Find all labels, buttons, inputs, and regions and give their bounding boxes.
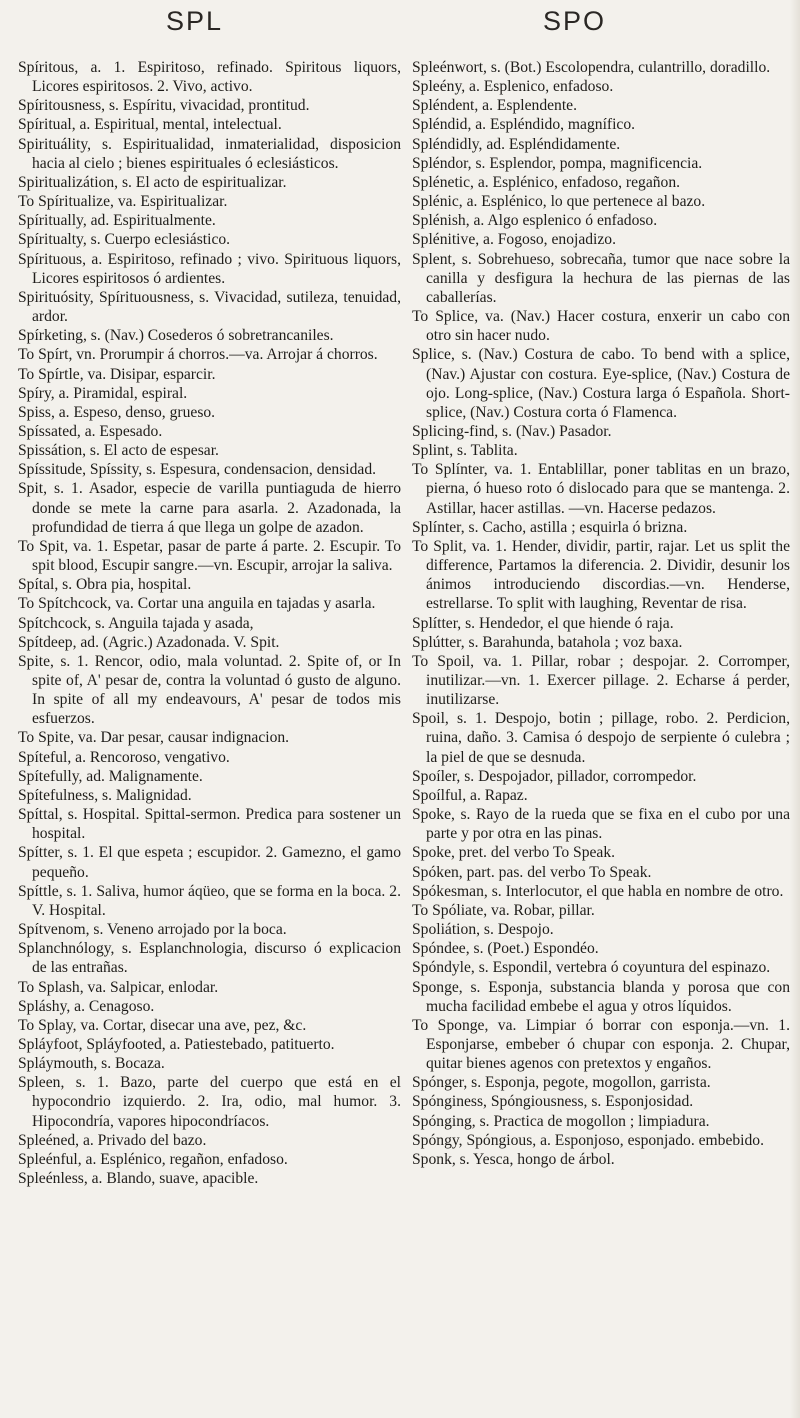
dictionary-entry: Spíritousness, s. Espíritu, vivacidad, prontitud. bbox=[18, 97, 310, 115]
dictionary-entry: Spíritual, a. Espiritual, mental, intelectual. bbox=[18, 116, 282, 134]
dictionary-entry: To Spit, va. 1. Espetar, pasar de parte á parte. 2. Escupir. To spit blood, Escupir sangre.—vn. Escupir, arrojar la saliva. bbox=[18, 537, 401, 575]
dictionary-entry: Spítefully, ad. Malignamente. bbox=[18, 767, 203, 785]
dictionary-entry: Spissátion, s. El acto de espesar. bbox=[18, 442, 219, 460]
dictionary-entry: Spóken, part. pas. del verbo To Speak. bbox=[412, 863, 652, 881]
dictionary-entry: Spoílful, a. Rapaz. bbox=[412, 786, 528, 804]
dictionary-entry: Spláyfoot, Spláyfooted, a. Patiestebado, patituerto. bbox=[18, 1035, 335, 1053]
dictionary-entry: Spíry, a. Piramidal, espiral. bbox=[18, 384, 188, 402]
dictionary-entry: Splénetic, a. Esplénico, enfadoso, regañon. bbox=[412, 173, 681, 191]
dictionary-entry: Spirituósity, Spírituousness, s. Vivacidad, sutileza, tenuidad, ardor. bbox=[18, 288, 401, 326]
dictionary-entry: Spóndyle, s. Espondil, vertebra ó coyuntura del espinazo. bbox=[412, 959, 771, 977]
dictionary-entry: Spleénful, a. Esplénico, regañon, enfadoso. bbox=[18, 1150, 288, 1168]
dictionary-entry: Spirituálity, s. Espiritualidad, inmaterialidad, disposicion hacia al cielo ; bienes espirituales ó eclesiásticos. bbox=[18, 135, 401, 172]
dictionary-entry: To Split, va. 1. Hender, dividir, partir, rajar. Let us split the difference, Partamos la diferencia. 2. Dividir, desunir los ánimos introduciendo discordias.—vn. Henderse, estrellarse. To split with laughing, Reventar de risa. bbox=[412, 537, 790, 613]
dictionary-entry: Spit, s. 1. Asador, especie de varilla puntiaguda de hierro donde se mete la carne para asarla. 2. Azadonada, la profundidad de tierra á que llega un golpe de azadon. bbox=[18, 480, 401, 536]
dictionary-entry: To Spírt, vn. Prorumpir á chorros.—va. Arrojar á chorros. bbox=[18, 346, 378, 364]
dictionary-entry: Spléndidly, ad. Espléndidamente. bbox=[412, 135, 621, 153]
header-right-guideword: SPO bbox=[543, 6, 607, 36]
page-header bbox=[0, 6, 800, 48]
dictionary-entry: Spoke, s. Rayo de la rueda que se fixa en el cubo por una parte y por otra en las pinas. bbox=[412, 806, 790, 843]
dictionary-entry: Splent, s. Sobrehueso, sobrecaña, tumor que nace sobre la canilla y desfigura la hechura de las piernas de las caballerías. bbox=[412, 250, 790, 306]
dictionary-entry: To Splice, va. (Nav.) Hacer costura, enxerir un cabo con otro sin hacer nudo. bbox=[412, 308, 790, 345]
dictionary-entry: To Splay, va. Cortar, disecar una ave, pez, &c. bbox=[18, 1016, 307, 1034]
dictionary-entry: Spírituous, a. Espiritoso, refinado ; vivo. Spirituous liquors, Licores espiritosos ó ardientes. bbox=[18, 250, 401, 287]
dictionary-entry: Spóndee, s. (Poet.) Espondéo. bbox=[412, 940, 599, 958]
dictionary-entry: To Spóliate, va. Robar, pillar. bbox=[412, 901, 595, 919]
dictionary-entry: Spoíler, s. Despojador, pillador, corrompedor. bbox=[412, 767, 697, 785]
dictionary-entry: Spítchcock, s. Anguila tajada y asada, bbox=[18, 614, 254, 632]
dictionary-entry: Spláymouth, s. Bocaza. bbox=[18, 1055, 165, 1073]
dictionary-entry: Spoliátion, s. Despojo. bbox=[412, 921, 554, 939]
dictionary-entry: Spleen, s. 1. Bazo, parte del cuerpo que está en el hypocondrio izquierdo. 2. Ira, odio, mal humor. 3. Hipocondría, vapores hipocondríacos. bbox=[18, 1074, 401, 1130]
dictionary-entry: Spónger, s. Esponja, pegote, mogollon, garrista. bbox=[412, 1074, 711, 1092]
dictionary-entry: Spite, s. 1. Rencor, odio, mala voluntad. 2. Spite of, or In spite of, A' pesar de, contra la voluntad ó gusto de alguno. In spite of all my endeavours, A' pesar de todos mis esfuerzos. bbox=[18, 652, 401, 728]
dictionary-entry: Spóngy, Spóngious, a. Esponjoso, esponjado. embebido. bbox=[412, 1131, 765, 1149]
dictionary-entry: Spléndid, a. Espléndido, magnífico. bbox=[412, 116, 636, 134]
dictionary-entry: To Splínter, va. 1. Entablillar, poner tablitas en un brazo, pierna, ó hueso roto ó dislocado para que se mantenga. 2. Astillar, hacer astillas. —vn. Hacerse pedazos. bbox=[412, 461, 790, 517]
dictionary-entry: Spléndent, a. Esplendente. bbox=[412, 97, 577, 115]
dictionary-entry: To Spítchcock, va. Cortar una anguila en tajadas y asarla. bbox=[18, 595, 376, 613]
dictionary-entry: Spítdeep, ad. (Agric.) Azadonada. V. Spit. bbox=[18, 633, 280, 651]
dictionary-entry: Spláshy, a. Cenagoso. bbox=[18, 997, 155, 1015]
header-left-guideword: SPL bbox=[166, 6, 224, 36]
dictionary-entry: Spleéned, a. Privado del bazo. bbox=[18, 1131, 207, 1149]
dictionary-entry: To Spíritualize, va. Espiritualizar. bbox=[18, 193, 228, 211]
dictionary-entry: Spítal, s. Obra pia, hospital. bbox=[18, 576, 192, 594]
dictionary-entry: Spoke, pret. del verbo To Speak. bbox=[412, 844, 616, 862]
dictionary-entry: Spleénless, a. Blando, suave, apacible. bbox=[18, 1170, 259, 1188]
dictionary-entry: Spíttal, s. Hospital. Spittal-sermon. Predica para sostener un hospital. bbox=[18, 806, 401, 843]
dictionary-entry: Spleénwort, s. (Bot.) Escolopendra, culantrillo, doradillo. bbox=[412, 59, 771, 76]
dictionary-entry: Spíssated, a. Espesado. bbox=[18, 422, 163, 440]
dictionary-entry: To Sponge, va. Limpiar ó borrar con esponja.—vn. 1. Esponjarse, embeber ó chupar con esponja. 2. Chupar, quitar bienes agenos con pretextos y engaños. bbox=[412, 1016, 790, 1073]
page-edge-shadow bbox=[790, 0, 800, 1418]
dictionary-entry: Splice, s. (Nav.) Costura de cabo. To bend with a splice, (Nav.) Ajustar con costura. Eye-splice, (Nav.) Costura de ojo. Long-splice, (Nav.) Costura larga ó Española. Short-splice, (Nav.) Costura corta ó Flamenca. bbox=[412, 346, 790, 421]
dictionary-entry: Spítter, s. 1. El que espeta ; escupidor. 2. Gamezno, el gamo pequeño. bbox=[18, 844, 401, 881]
dictionary-entry: To Spoil, va. 1. Pillar, robar ; despojar. 2. Corromper, inutilizar.—vn. 1. Exercer pillage. 2. Echarse á perder, inutilizarse. bbox=[412, 652, 790, 709]
left-column bbox=[18, 58, 401, 1188]
dictionary-entry: Splútter, s. Barahunda, batahola ; voz baxa. bbox=[412, 633, 683, 651]
dictionary-entry: Splénish, a. Algo esplenico ó enfadoso. bbox=[412, 212, 658, 230]
dictionary-entry: Spítefulness, s. Malignidad. bbox=[18, 786, 192, 804]
dictionary-entry: To Spite, va. Dar pesar, causar indignacion. bbox=[18, 729, 290, 747]
dictionary-entry: Splínter, s. Cacho, astilla ; esquirla ó brizna. bbox=[412, 518, 688, 536]
dictionary-entry: Spítvenom, s. Veneno arrojado por la boca. bbox=[18, 921, 287, 939]
dictionary-entry: Spléndor, s. Esplendor, pompa, magnificencia. bbox=[412, 154, 703, 172]
dictionary-entry: To Spírtle, va. Disipar, esparcir. bbox=[18, 365, 216, 383]
dictionary-entry: Spíssitude, Spíssity, s. Espesura, condensacion, densidad. bbox=[18, 461, 377, 479]
dictionary-entry: Splanchnólogy, s. Esplanchnologia, discurso ó explicacion de las entrañas. bbox=[18, 940, 401, 977]
right-column bbox=[412, 58, 790, 1169]
dictionary-entry: Spiss, a. Espeso, denso, grueso. bbox=[18, 403, 216, 421]
dictionary-entry: Sponge, s. Esponja, substancia blanda y porosa que con mucha facilidad embebe el agua y otros líquidos. bbox=[412, 978, 790, 1015]
dictionary-entry: Spírketing, s. (Nav.) Cosederos ó sobretrancaniles. bbox=[18, 327, 334, 345]
dictionary-entry: Spónginess, Spóngiousness, s. Esponjosidad. bbox=[412, 1093, 694, 1111]
dictionary-entry: Splint, s. Tablita. bbox=[412, 442, 518, 460]
dictionary-entry: Spleény, a. Esplenico, enfadoso. bbox=[412, 78, 614, 96]
dictionary-entry: Spíritualty, s. Cuerpo eclesiástico. bbox=[18, 231, 231, 249]
dictionary-entry: Spókesman, s. Interlocutor, el que habla en nombre de otro. bbox=[412, 882, 784, 900]
dictionary-entry: Splítter, s. Hendedor, el que hiende ó raja. bbox=[412, 614, 674, 632]
dictionary-entry: To Splash, va. Salpicar, enlodar. bbox=[18, 978, 219, 996]
dictionary-entry: Splénitive, a. Fogoso, enojadizo. bbox=[412, 231, 616, 249]
dictionary-entry: Spíttle, s. 1. Saliva, humor áqüeo, que se forma en la boca. 2. V. Hospital. bbox=[18, 882, 401, 919]
dictionary-entry: Spiritualizátion, s. El acto de espiritualizar. bbox=[18, 173, 287, 191]
dictionary-entry: Spíteful, a. Rencoroso, vengativo. bbox=[18, 748, 230, 766]
dictionary-entry: Spoil, s. 1. Despojo, botin ; pillage, robo. 2. Perdicion, ruina, daño. 3. Camisa ó despojo de serpiente ó culebra ; la piel de que se desnuda. bbox=[412, 710, 790, 766]
dictionary-entry: Spíritous, a. 1. Espiritoso, refinado. Spiritous liquors, Licores espiritosos. 2. Vivo, activo. bbox=[18, 59, 401, 96]
dictionary-entry: Spíritually, ad. Espiritualmente. bbox=[18, 212, 216, 230]
dictionary-entry: Splicing-find, s. (Nav.) Pasador. bbox=[412, 422, 612, 440]
dictionary-entry: Spónging, s. Practica de mogollon ; limpiadura. bbox=[412, 1112, 710, 1130]
dictionary-entry: Splénic, a. Esplénico, lo que pertenece al bazo. bbox=[412, 193, 706, 211]
dictionary-entry: Sponk, s. Yesca, hongo de árbol. bbox=[412, 1150, 615, 1168]
